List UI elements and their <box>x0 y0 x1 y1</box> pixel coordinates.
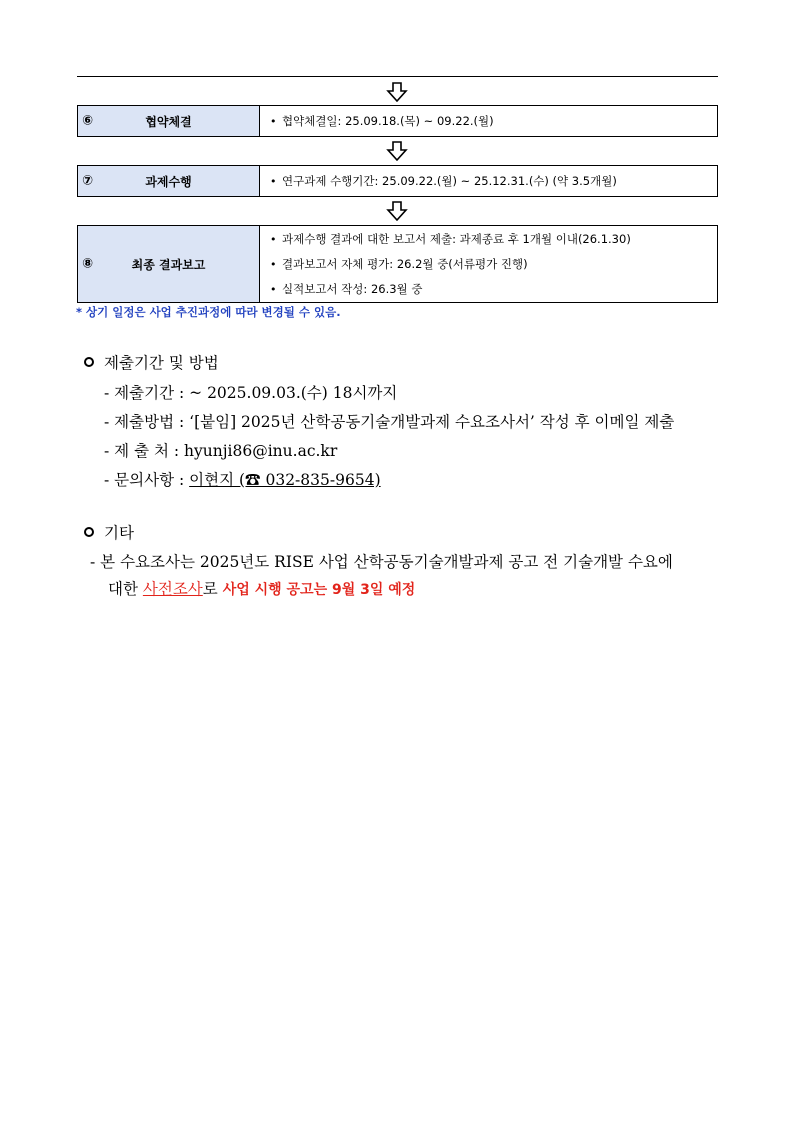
top-rule <box>77 76 718 77</box>
period-label: - 제출기간 : <box>104 384 185 402</box>
submission-method <box>104 410 674 432</box>
step-label <box>78 106 260 136</box>
circle-bullet-icon <box>84 357 94 367</box>
recipient-label: - 제 출 처 : <box>104 442 180 460</box>
bullet-item <box>270 169 717 194</box>
method-label: - 제출방법 : <box>104 413 185 431</box>
bullet-item <box>270 277 717 302</box>
bullet-text: 과제수행 결과에 대한 보고서 제출: 과제종료 후 1개월 이내(26.1.30) <box>282 231 631 246</box>
submission-contact <box>104 468 381 490</box>
etc-text: 대한 <box>108 580 143 598</box>
submission-section-title <box>84 351 219 373</box>
step-title: 과제수행 <box>145 174 192 189</box>
bullet-item <box>270 109 717 134</box>
down-arrow-icon <box>386 141 408 161</box>
method-value: ‘[붙임] 2025년 산학공동기술개발과제 수요조사서’ 작성 후 이메일 제출 <box>189 413 675 431</box>
announcement-highlight: 사업 시행 공고는 9월 3일 예정 <box>222 582 416 598</box>
step-number: ⑥ <box>82 113 94 129</box>
step-title: 협약체결 <box>145 114 192 129</box>
bullet-text: 협약체결일: 25.09.18.(목) ~ 09.22.(월) <box>282 113 494 128</box>
step-title: 최종 결과보고 <box>131 257 206 272</box>
step-final-report <box>77 225 718 303</box>
submission-recipient <box>104 439 337 461</box>
circle-bullet-icon <box>84 527 94 537</box>
section-title-text: 기타 <box>104 524 134 542</box>
step-label <box>78 226 260 302</box>
email-link[interactable]: hyunji86@inu.ac.kr <box>184 442 338 460</box>
etc-line-1: - 본 수요조사는 2025년도 RISE 사업 산학공동기술개발과제 공고 전 기술개발 수요에 <box>90 553 673 571</box>
section-title-text: 제출기간 및 방법 <box>104 354 219 372</box>
step-body <box>260 106 717 136</box>
bullet-icon: • <box>270 114 277 128</box>
bullet-icon: • <box>270 282 277 296</box>
etc-text: 로 <box>202 580 223 598</box>
submission-period <box>104 381 397 403</box>
step-body <box>260 166 717 196</box>
step-body <box>260 226 717 302</box>
step-number: ⑦ <box>82 173 94 189</box>
etc-section-title <box>84 521 134 543</box>
bullet-text: 연구과제 수행기간: 25.09.22.(월) ~ 25.12.31.(수) (약 3.5개월) <box>282 173 617 188</box>
bullet-icon: • <box>270 257 277 271</box>
step-label <box>78 166 260 196</box>
bullet-item <box>270 252 717 277</box>
bullet-icon: • <box>270 174 277 188</box>
period-value: ~ 2025.09.03.(수) 18시까지 <box>189 384 398 402</box>
step-execution <box>77 165 718 197</box>
etc-line-2 <box>108 577 738 599</box>
down-arrow-icon <box>386 82 408 102</box>
down-arrow-icon <box>386 201 408 221</box>
pre-survey-highlight: 사전조사 <box>142 580 203 598</box>
bullet-text: 결과보고서 자체 평가: 26.2월 중(서류평가 진행) <box>282 256 528 271</box>
step-contract <box>77 105 718 137</box>
contact-value: 이현지 (☎ 032-835-9654) <box>189 471 381 489</box>
step-number: ⑧ <box>82 256 94 272</box>
bullet-text: 실적보고서 작성: 26.3월 중 <box>282 281 423 296</box>
bullet-item <box>270 227 717 252</box>
bullet-icon: • <box>270 232 277 246</box>
schedule-note: * 상기 일정은 사업 추진과정에 따라 변경될 수 있음. <box>76 305 341 319</box>
contact-label: - 문의사항 : <box>104 471 185 489</box>
